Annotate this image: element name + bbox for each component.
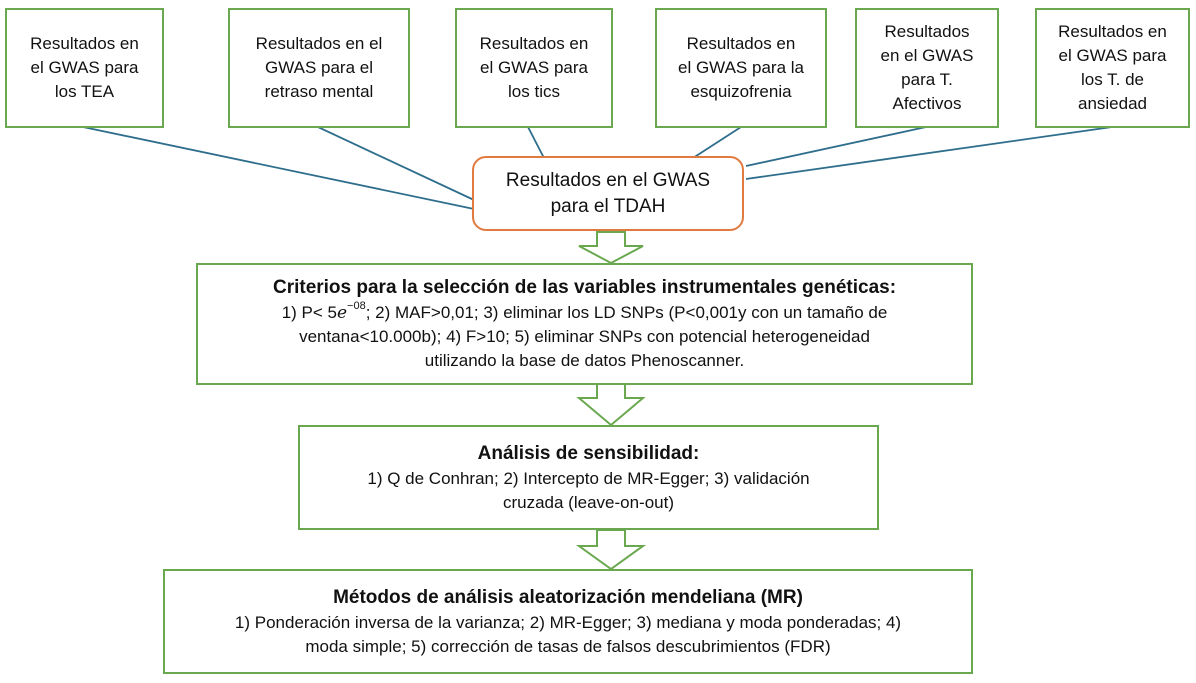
connector-line-ansiedad [746, 127, 1112, 179]
gwas-retraso-mental-box [228, 8, 410, 128]
sensitivity-line-1: 1) Q de Conhran; 2) Intercepto de MR-Egger; 3) validación [367, 468, 810, 488]
down-arrow-2 [579, 384, 643, 425]
gwas-afectivos-text-4: Afectivos [892, 94, 962, 113]
sensitivity-box [298, 425, 879, 530]
gwas-afectivos-box [855, 8, 999, 128]
gwas-tdah-box [472, 156, 744, 231]
criteria-line-1-exponent: −08 [347, 300, 366, 313]
criteria-line-1 [282, 301, 888, 325]
methods-title: Métodos de análisis aleatorización mendeliana (MR) [333, 586, 803, 608]
gwas-tdah-text-1: Resultados en el GWAS [505, 169, 711, 191]
gwas-esquizofrenia-text-3: esquizofrenia [690, 82, 792, 101]
criteria-title: Criterios para la selección de las variables instrumentales genéticas: [272, 277, 897, 298]
down-arrow-1 [579, 232, 643, 263]
gwas-tics-text-2: el GWAS para [479, 58, 589, 77]
gwas-tics-box [455, 8, 613, 128]
gwas-ansiedad-box [1035, 8, 1190, 128]
down-arrow-3 [579, 530, 643, 569]
methods-line-1: 1) Ponderación inversa de la varianza; 2) MR-Egger; 3) mediana y moda ponderadas; 4) [234, 612, 902, 632]
gwas-ansiedad-text-3: los T. de [1080, 70, 1144, 89]
gwas-esquizofrenia-text-1: Resultados en [686, 34, 796, 53]
gwas-tea-text-1: Resultados en [30, 34, 139, 53]
gwas-tics-text-1: Resultados en [479, 34, 589, 53]
connector-line-esquizofrenia [693, 127, 741, 158]
gwas-tea-box [5, 8, 164, 128]
gwas-tea-text-3: los TEA [54, 82, 115, 101]
methods-box [163, 569, 973, 674]
gwas-esquizofrenia-text-2: el GWAS para la [678, 58, 804, 77]
criteria-line-1-a: 1) P< 5 [281, 303, 337, 322]
criteria-line-2: ventana<10.000b); 4) F>10; 5) eliminar SNPs con potencial heterogeneidad [299, 327, 870, 346]
gwas-ansiedad-text-2: el GWAS para [1058, 46, 1167, 65]
gwas-retraso-text-3: retraso mental [264, 82, 374, 101]
criteria-line-1-e: e [336, 303, 348, 323]
gwas-esquizofrenia-box [655, 8, 827, 128]
gwas-afectivos-text-1: Resultados [884, 22, 970, 41]
gwas-retraso-text-1: Resultados en el [255, 34, 383, 53]
gwas-retraso-text-2: GWAS para el [264, 58, 374, 77]
connector-line-tics [528, 127, 544, 158]
criteria-line-1-b: ; 2) MAF>0,01; 3) eliminar los LD SNPs (P<0,001y con un tamaño de [365, 303, 888, 322]
gwas-afectivos-text-3: para T. [901, 70, 953, 89]
connector-line-retraso [318, 127, 474, 200]
sensitivity-line-2: cruzada (leave-on-out) [502, 492, 675, 512]
criteria-box [196, 263, 973, 385]
gwas-ansiedad-text-1: Resultados en [1058, 22, 1167, 41]
connector-line-tea [83, 127, 474, 209]
gwas-tics-text-3: los tics [508, 82, 560, 101]
gwas-tea-text-2: el GWAS para [30, 58, 139, 77]
criteria-line-3: utilizando la base de datos Phenoscanner. [424, 351, 745, 370]
gwas-afectivos-text-2: en el GWAS [880, 46, 974, 65]
gwas-ansiedad-text-4: ansiedad [1077, 94, 1147, 113]
sensitivity-title: Análisis de sensibilidad: [477, 442, 700, 464]
methods-line-2: moda simple; 5) corrección de tasas de falsos descubrimientos (FDR) [305, 636, 831, 656]
gwas-tdah-text-2: para el TDAH [550, 195, 666, 217]
connector-line-afectivos [746, 127, 926, 166]
